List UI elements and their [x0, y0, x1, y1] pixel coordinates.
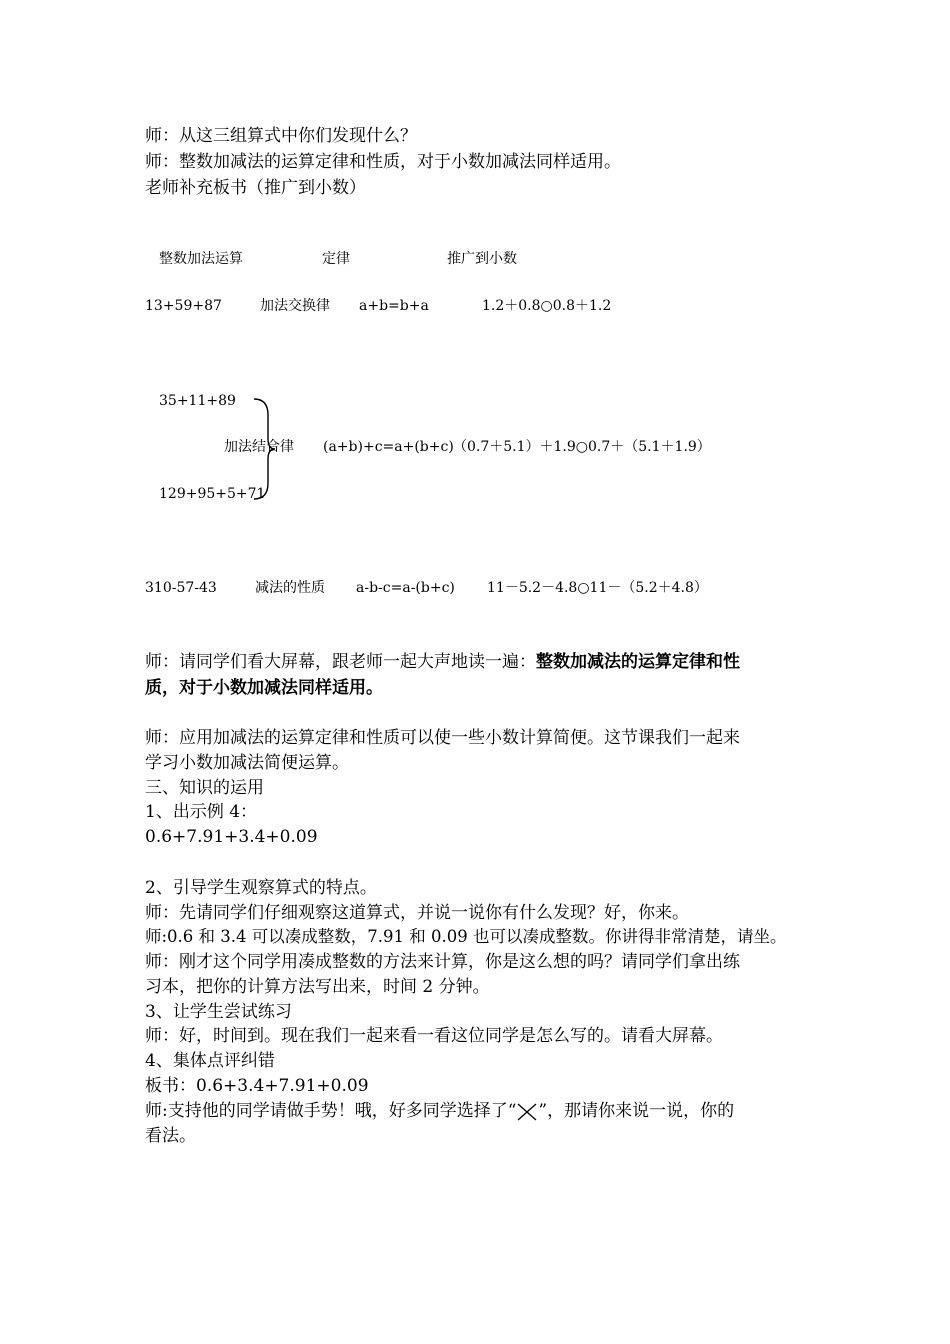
para-read-line-1 — [145, 650, 740, 674]
row3-law: 减法的性质 — [255, 580, 325, 596]
teacher-line-6-pre: 师:支持他的同学请做手势！哦，好多同学选择了“ — [145, 1101, 517, 1121]
para-read-text: 师：请同学们看大屏幕，跟老师一起大声地读一遍： — [145, 652, 536, 672]
teacher-line-3b: 习本，把你的计算方法写出来，时间 2 分钟。 — [145, 977, 490, 997]
table-header-law: 定律 — [322, 251, 350, 267]
board-expression: 板书：0.6+3.4+7.91+0.09 — [145, 1076, 369, 1096]
row1-expr: 13+59+87 — [145, 298, 222, 314]
intro-line-3: 老师补充板书（推广到小数） — [145, 178, 366, 198]
section-3-heading: 三、知识的运用 — [145, 778, 264, 798]
row2-law: 加法结合律 — [224, 439, 294, 455]
para-apply-line-1: 师：应用加减法的运算定律和性质可以使一些小数计算简便。这节课我们一起来 — [145, 728, 740, 748]
row2-expr-a: 35+11+89 — [159, 393, 236, 409]
step-4: 4、集体点评纠错 — [145, 1051, 275, 1071]
row2-expr-b: 129+95+5+71 — [159, 486, 266, 502]
teacher-line-3a: 师：刚才这个同学用凑成整数的方法来计算，你是这么想的吗？请同学们拿出练 — [145, 952, 740, 972]
row1-formula: a+b=b+a — [359, 298, 429, 314]
row3-ext: 11－5.2－4.8○11－（5.2＋4.8） — [487, 580, 708, 596]
row3-expr: 310-57-43 — [145, 580, 217, 596]
teacher-line-2: 师:0.6 和 3.4 可以凑成整数，7.91 和 0.09 也可以凑成整数。你讲得非常清楚，请坐。 — [145, 927, 787, 946]
cross-mark-icon — [516, 1103, 538, 1121]
teacher-line-1: 师：先请同学们仔细观察这道算式，并说一说你有什么发现？好，你来。 — [145, 903, 689, 923]
teacher-line-6-post: ”，那请你来说一说，你的 — [538, 1101, 735, 1121]
intro-line-2: 师：整数加减法的运算定律和性质，对于小数加减法同样适用。 — [145, 152, 621, 172]
teacher-line-6 — [145, 1099, 734, 1123]
para-read-line-2 — [145, 676, 383, 700]
row2-formula: (a+b)+c=a+(b+c) — [323, 439, 454, 455]
row2-ext: （0.7＋5.1）＋1.9○0.7＋（5.1＋1.9） — [453, 439, 711, 455]
para-read-bold-1: 整数加减法的运算定律和性 — [536, 652, 740, 672]
step-1: 1、出示例 4： — [145, 802, 258, 822]
example-expression: 0.6+7.91+3.4+0.09 — [145, 827, 318, 847]
row1-law: 加法交换律 — [260, 298, 330, 314]
table-header-decimal: 推广到小数 — [447, 251, 517, 267]
teacher-line-4: 师：好，时间到。现在我们一起来看一看这位同学是怎么写的。请看大屏幕。 — [145, 1026, 723, 1046]
table-header-integer: 整数加法运算 — [159, 251, 243, 267]
row1-ext: 1.2＋0.8○0.8＋1.2 — [482, 298, 612, 314]
row3-formula: a-b-c=a-(b+c) — [356, 580, 455, 596]
step-2: 2、引导学生观察算式的特点。 — [145, 878, 377, 898]
para-apply-line-2: 学习小数加减法简便运算。 — [145, 753, 349, 773]
intro-line-1: 师：从这三组算式中你们发现什么？ — [145, 126, 417, 146]
step-3: 3、让学生尝试练习 — [145, 1002, 292, 1022]
teacher-line-6c: 看法。 — [145, 1126, 196, 1146]
para-read-bold-2: 质，对于小数加减法同样适用。 — [145, 678, 383, 698]
